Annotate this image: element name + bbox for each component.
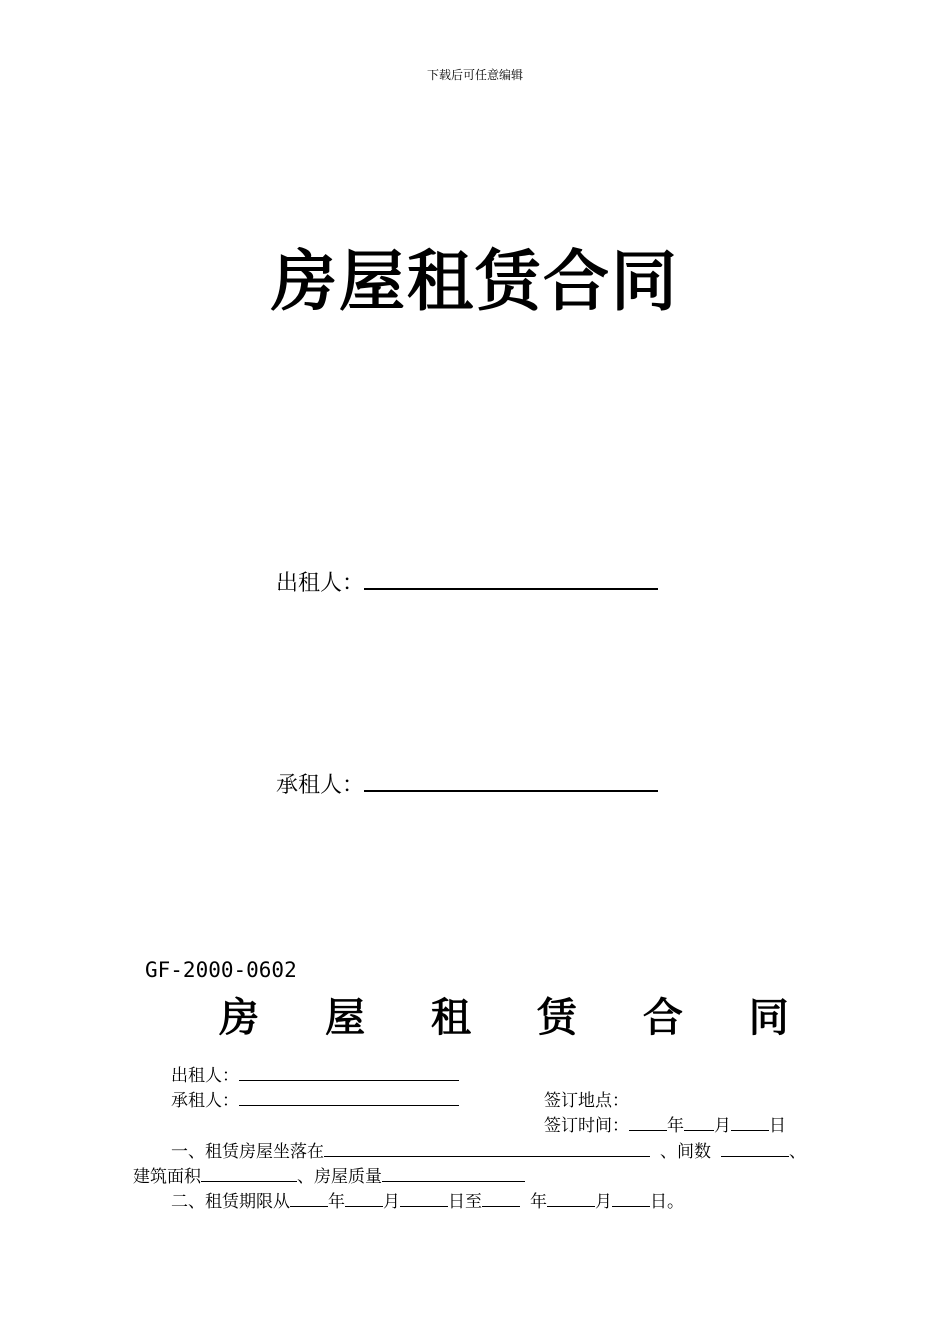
- lessor-row: [171, 1061, 459, 1086]
- cover-lessee-row: [276, 768, 658, 799]
- sign-time-row: [544, 1111, 786, 1136]
- day-label: 日: [769, 1116, 786, 1136]
- cover-lessee-label: 承租人：: [276, 773, 365, 798]
- start-month-label: 月: [383, 1192, 400, 1212]
- sign-place-label: 签订地点：: [544, 1091, 629, 1111]
- cover-lessee-line[interactable]: [364, 789, 658, 792]
- end-month-label: 月: [595, 1192, 612, 1212]
- lessee-blank[interactable]: [239, 1104, 459, 1106]
- cover-lessor-label: 出租人：: [276, 571, 365, 596]
- clause1-comma: 、: [789, 1142, 806, 1162]
- sign-year-blank[interactable]: [629, 1129, 667, 1131]
- start-day-blank[interactable]: [400, 1205, 448, 1207]
- quality-label: 、房屋质量: [297, 1167, 382, 1187]
- lessor-label: 出租人：: [171, 1066, 239, 1086]
- sign-time-label: 签订时间：: [544, 1116, 629, 1136]
- sign-place-row: [544, 1086, 629, 1111]
- end-year-blank[interactable]: [482, 1205, 520, 1207]
- quality-blank[interactable]: [382, 1180, 525, 1182]
- contract-title: 房 屋 租 赁 合 同: [219, 995, 815, 1041]
- sign-day-blank[interactable]: [731, 1129, 769, 1131]
- cover-title: 房屋租赁合同: [271, 243, 679, 320]
- location-blank[interactable]: [324, 1155, 650, 1157]
- clause2-prefix: 二、租赁期限从: [171, 1192, 290, 1212]
- clause1-prefix: 一、租赁房屋坐落在: [171, 1142, 324, 1162]
- lessee-row: [171, 1086, 459, 1111]
- area-label: 建筑面积: [133, 1167, 201, 1187]
- clause1-cont-row: [133, 1162, 525, 1187]
- cover-lessor-row: [276, 566, 658, 597]
- rooms-blank[interactable]: [721, 1155, 789, 1157]
- cover-lessor-line[interactable]: [364, 587, 658, 590]
- start-month-blank[interactable]: [345, 1205, 383, 1207]
- rooms-label: 、间数: [660, 1142, 711, 1162]
- lessee-label: 承租人：: [171, 1091, 239, 1111]
- end-day-blank[interactable]: [612, 1205, 650, 1207]
- contract-code: GF-2000-0602: [145, 958, 297, 982]
- month-label: 月: [714, 1116, 731, 1136]
- clause2-row: [171, 1187, 684, 1212]
- start-year-label: 年: [328, 1192, 345, 1212]
- end-year-label: 年: [530, 1192, 547, 1212]
- end-label: 日。: [650, 1192, 684, 1212]
- lessor-blank[interactable]: [239, 1079, 459, 1081]
- year-label: 年: [667, 1116, 684, 1136]
- end-month-blank[interactable]: [547, 1205, 595, 1207]
- header-note: 下载后可任意编辑: [426, 68, 523, 82]
- area-blank[interactable]: [201, 1180, 297, 1182]
- sign-month-blank[interactable]: [684, 1129, 714, 1131]
- to-label: 日至: [448, 1192, 482, 1212]
- clause1-row: [171, 1137, 806, 1162]
- start-year-blank[interactable]: [290, 1205, 328, 1207]
